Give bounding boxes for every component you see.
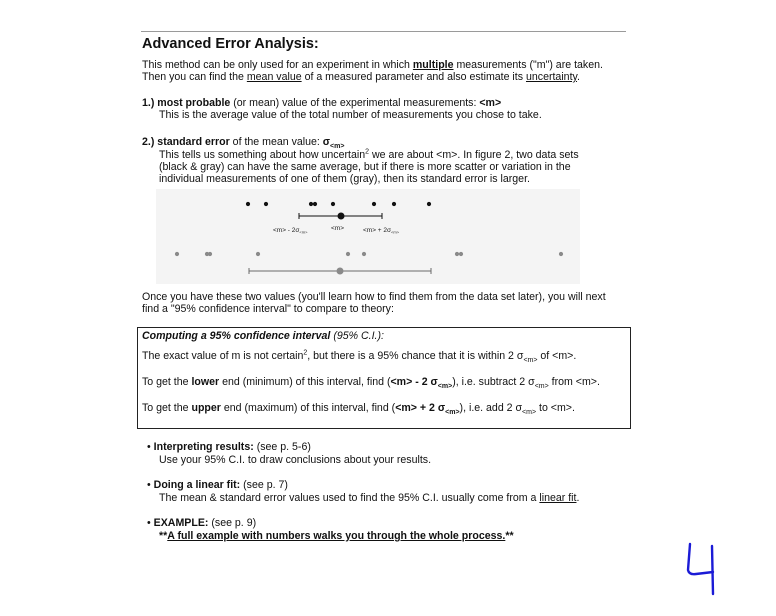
ci-superscript: 2 bbox=[303, 349, 308, 357]
page-number-text: 4 bbox=[686, 542, 687, 543]
intro-text: of a measured parameter and also estimate its bbox=[301, 71, 526, 83]
ci-text: to <m>. bbox=[536, 402, 575, 414]
bullet-linear-fit bbox=[147, 479, 288, 492]
ci-text: end (minimum) of this interval, find ( bbox=[219, 376, 391, 388]
page-number-handwritten bbox=[686, 542, 720, 598]
ci-lower-formula: <m> - 2 σ bbox=[390, 376, 438, 388]
gray-point bbox=[208, 252, 212, 256]
ci-text: ), i.e. subtract 2 bbox=[452, 376, 529, 388]
bullet-head: Interpreting results: bbox=[153, 441, 254, 453]
item2-desc-3: individual measurements of one of them (gray), then its standard error is larger. bbox=[159, 173, 530, 185]
bullet-2-sub bbox=[159, 492, 579, 505]
black-point bbox=[313, 202, 317, 206]
black-point bbox=[372, 202, 376, 206]
gray-point bbox=[346, 252, 350, 256]
bullet-ref: (see p. 7) bbox=[240, 479, 288, 491]
item2-symbol: σ bbox=[322, 136, 331, 148]
gray-point bbox=[175, 252, 179, 256]
intro-uncertainty: uncertainty bbox=[525, 71, 578, 83]
ci-text: of <m>. bbox=[537, 350, 577, 362]
intro-text: Then you can find the bbox=[142, 71, 247, 83]
scatter-figure-svg bbox=[156, 189, 580, 284]
item1-text: (or mean) value of the experimental measurements: bbox=[230, 97, 480, 109]
item2-text: This tells us something about how uncertain bbox=[159, 149, 366, 161]
ci-title-paren: (95% C.I.): bbox=[330, 330, 384, 342]
bullet-example bbox=[147, 517, 256, 530]
ci-sigma-sub: <m> bbox=[445, 409, 460, 417]
item2-desc-1 bbox=[159, 149, 579, 162]
ci-text: To get the bbox=[142, 376, 192, 388]
bullet-ref: (see p. 9) bbox=[208, 517, 257, 529]
ci-text: from <m>. bbox=[548, 376, 600, 388]
digit-stroke-right bbox=[712, 546, 713, 594]
label-minus: $<m> - 2\sigma_{<m>}$ bbox=[273, 227, 308, 235]
black-point bbox=[309, 202, 313, 206]
ci-sigma-sub: <m> bbox=[437, 383, 453, 391]
confidence-interval-box bbox=[137, 327, 631, 429]
black-point bbox=[246, 202, 250, 206]
gray-point bbox=[256, 252, 260, 256]
linear-fit-link-text: linear fit bbox=[539, 492, 577, 504]
ci-box-title bbox=[142, 330, 384, 342]
ci-sigma-sub: <m> bbox=[522, 409, 537, 417]
bullet-head: EXAMPLE: bbox=[153, 517, 209, 529]
intro-multiple: multiple bbox=[412, 59, 454, 71]
ci-line-1 bbox=[142, 349, 577, 365]
black-point bbox=[427, 202, 431, 206]
bullet-sub-text: The mean & standard error values used to find the 95% C.I. usually come from a bbox=[159, 492, 540, 504]
ci-line-3 bbox=[142, 402, 575, 417]
item2-heading bbox=[142, 136, 344, 149]
bullet-head: Doing a linear fit: bbox=[153, 479, 241, 491]
item2-superscript: 2 bbox=[365, 148, 370, 156]
bullet-ref: (see p. 5-6) bbox=[253, 441, 311, 453]
ci-text: ), i.e. add 2 bbox=[459, 402, 516, 414]
scatter-figure bbox=[156, 189, 580, 284]
ci-text: To get the bbox=[142, 402, 192, 414]
intro-line-2 bbox=[142, 71, 580, 84]
after-figure-line-2: find a "95% confidence interval" to compare to theory: bbox=[142, 303, 394, 315]
bullet-sub-text: . bbox=[576, 492, 580, 504]
bullet-interpreting-results bbox=[147, 441, 311, 454]
top-rule bbox=[141, 31, 626, 32]
ci-sigma-sub: <m> bbox=[523, 357, 538, 365]
ci-text: end (maximum) of this interval, find ( bbox=[220, 402, 396, 414]
ci-sigma: σ bbox=[516, 350, 524, 362]
intro-mean-value: mean value bbox=[246, 71, 302, 83]
bullet-glyph: • bbox=[147, 441, 151, 453]
item2-label: 2.) standard error bbox=[142, 136, 230, 148]
ci-upper-formula: <m> + 2 σ bbox=[395, 402, 446, 414]
ci-text: The exact value of m is not certain bbox=[142, 350, 304, 362]
ci-sigma-sub: <m> bbox=[534, 383, 549, 391]
item2-text: of the mean value: bbox=[229, 136, 323, 148]
intro-text: This method can be only used for an experiment in which bbox=[142, 59, 413, 71]
item2-text: we are about <m>. In figure 2, two data sets bbox=[369, 149, 579, 161]
ci-text: , but there is a 95% chance that it is within 2 bbox=[307, 350, 517, 362]
ci-title-text: Computing a 95% confidence interval bbox=[142, 330, 331, 342]
item1-label: 1.) most probable bbox=[142, 97, 231, 109]
full-example-text: A full example with numbers walks you through the whole process. bbox=[167, 530, 506, 542]
bullet-3-sub bbox=[159, 530, 514, 543]
ci-upper: upper bbox=[191, 402, 221, 414]
bullet-glyph: • bbox=[147, 479, 151, 491]
gray-point bbox=[459, 252, 463, 256]
bullet-glyph: • bbox=[147, 517, 151, 529]
bullet-sub-text: ** bbox=[505, 530, 514, 542]
ci-sigma: σ bbox=[515, 402, 523, 414]
bullet-sub-text: Use your 95% C.I. to draw conclusions about your results. bbox=[159, 454, 432, 466]
black-point bbox=[331, 202, 335, 206]
black-mean-point bbox=[338, 213, 345, 220]
item1-description: This is the average value of the total number of measurements you chose to take. bbox=[159, 109, 542, 121]
gray-point bbox=[362, 252, 366, 256]
digit-stroke-left bbox=[688, 544, 713, 574]
black-point bbox=[392, 202, 396, 206]
bullet-1-sub bbox=[159, 454, 431, 467]
intro-line-1 bbox=[142, 59, 603, 72]
ci-sigma: σ bbox=[528, 376, 535, 388]
item1-symbol: <m> bbox=[479, 97, 502, 109]
after-figure-line-1: Once you have these two values (you'll learn how to find them from the data set later), you will next bbox=[142, 291, 606, 303]
label-mean: <m> bbox=[331, 225, 345, 232]
bullet-sub-text: ** bbox=[159, 530, 168, 542]
item1-heading bbox=[142, 97, 501, 110]
ci-lower: lower bbox=[191, 376, 220, 388]
item2-desc-2: (black & gray) can have the same average, but if there is more scatter or variation in the bbox=[159, 161, 571, 173]
item2-symbol-sub: <m> bbox=[330, 143, 345, 151]
intro-text: . bbox=[577, 71, 580, 83]
intro-text: measurements ("m") are taken. bbox=[453, 59, 603, 71]
label-plus: $<m> + 2\sigma_{<m>}$ bbox=[363, 227, 400, 235]
page-title: Advanced Error Analysis: bbox=[142, 36, 319, 52]
gray-point bbox=[455, 252, 459, 256]
black-point bbox=[264, 202, 268, 206]
ci-line-2 bbox=[142, 376, 600, 391]
gray-point bbox=[559, 252, 563, 256]
gray-mean-point bbox=[337, 268, 344, 275]
